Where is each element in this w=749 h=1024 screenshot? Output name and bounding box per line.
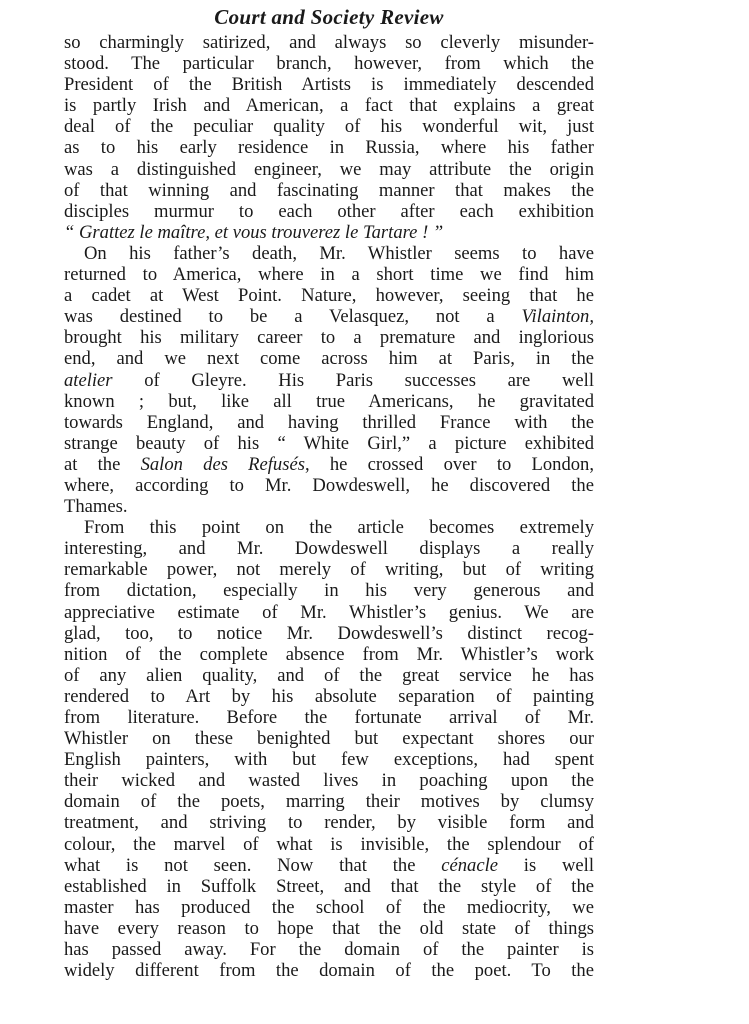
text-segment: English painters, with but few exceptions, had spent bbox=[64, 749, 594, 771]
text-segment: end, and we next come across him at Paris, in the bbox=[64, 348, 594, 370]
text-line bbox=[64, 475, 594, 496]
text-line bbox=[64, 855, 594, 876]
italic-text: “ Grattez le maître, et vous trouverez le Tartare ! ” bbox=[64, 221, 444, 243]
text-line bbox=[64, 644, 594, 665]
text-line bbox=[64, 791, 594, 812]
text-segment: of Gleyre. His Paris successes are well bbox=[112, 369, 594, 391]
text-line bbox=[64, 876, 594, 897]
text-line bbox=[64, 159, 594, 180]
text-line bbox=[64, 686, 594, 707]
text-segment: what is not seen. Now that the bbox=[64, 854, 442, 876]
text-line bbox=[64, 728, 594, 749]
text-line bbox=[64, 665, 594, 686]
text-segment: is partly Irish and American, a fact that explains a great bbox=[64, 95, 594, 117]
text-line bbox=[64, 327, 594, 348]
text-line bbox=[64, 454, 594, 475]
text-segment: has passed away. For the domain of the painter is bbox=[64, 939, 594, 961]
text-segment: From this point on the article becomes extremely bbox=[84, 517, 594, 539]
text-segment: appreciative estimate of Mr. Whistler’s genius. We are bbox=[64, 601, 594, 623]
text-segment: remarkable power, not merely of writing, but of writing bbox=[64, 559, 594, 581]
text-line bbox=[64, 348, 594, 369]
text-line bbox=[64, 243, 594, 264]
text-line bbox=[64, 580, 594, 601]
text-line bbox=[64, 433, 594, 454]
text-line bbox=[64, 137, 594, 158]
text-segment: strange beauty of his “ White Girl,” a picture exhibited bbox=[64, 432, 594, 454]
text-line bbox=[64, 960, 594, 981]
text-line bbox=[64, 222, 594, 243]
text-segment: their wicked and wasted lives in poaching upon the bbox=[64, 770, 594, 792]
text-segment: interesting, and Mr. Dowdeswell displays a really bbox=[64, 538, 594, 560]
text-line bbox=[64, 53, 594, 74]
text-line bbox=[64, 538, 594, 559]
text-segment: Whistler on these benighted but expectant shores our bbox=[64, 728, 594, 750]
text-line bbox=[64, 749, 594, 770]
text-segment: as to his early residence in Russia, where his father bbox=[64, 137, 594, 159]
text-segment: was a distinguished engineer, we may attribute the origin bbox=[64, 158, 594, 180]
text-line bbox=[64, 770, 594, 791]
page bbox=[64, 0, 594, 981]
text-segment: where, according to Mr. Dowdeswell, he discovered the bbox=[64, 474, 594, 496]
text-segment: , he crossed over to London, bbox=[304, 453, 594, 475]
text-segment: nition of the complete absence from Mr. Whistler’s work bbox=[64, 643, 594, 665]
text-line bbox=[64, 201, 594, 222]
text-segment: domain of the poets, marring their motives by clumsy bbox=[64, 791, 594, 813]
text-segment: established in Suffolk Street, and that the style of the bbox=[64, 875, 594, 897]
text-segment: On his father’s death, Mr. Whistler seems to have bbox=[84, 242, 594, 264]
text-segment: a cadet at West Point. Nature, however, seeing that he bbox=[64, 285, 594, 307]
text-segment: at the bbox=[64, 453, 141, 475]
text-line bbox=[64, 74, 594, 95]
text-segment: brought his military career to a premature and inglorious bbox=[64, 327, 594, 349]
italic-text: atelier bbox=[64, 369, 113, 391]
text-segment: disciples murmur to each other after each exhibition bbox=[64, 200, 594, 222]
text-line bbox=[64, 116, 594, 137]
text-line bbox=[64, 264, 594, 285]
text-line bbox=[64, 918, 594, 939]
text-segment: stood. The particular branch, however, from which the bbox=[64, 53, 594, 75]
text-line bbox=[64, 897, 594, 918]
text-segment: towards England, and having thrilled France with the bbox=[64, 411, 594, 433]
text-segment: known ; but, like all true Americans, he gravitated bbox=[64, 390, 594, 412]
text-line bbox=[64, 180, 594, 201]
text-segment: returned to America, where in a short time we find him bbox=[64, 264, 594, 286]
text-line bbox=[64, 496, 594, 517]
text-segment: rendered to Art by his absolute separation of painting bbox=[64, 685, 594, 707]
text-line bbox=[64, 306, 594, 327]
text-segment: of any alien quality, and of the great service he has bbox=[64, 664, 594, 686]
text-segment: of that winning and fascinating manner that makes the bbox=[64, 179, 594, 201]
text-line bbox=[64, 285, 594, 306]
text-line bbox=[64, 707, 594, 728]
text-segment: is well bbox=[498, 854, 594, 876]
text-line bbox=[64, 95, 594, 116]
text-segment: glad, too, to notice Mr. Dowdeswell’s distinct recog- bbox=[64, 622, 594, 644]
text-line bbox=[64, 623, 594, 644]
text-line bbox=[64, 559, 594, 580]
text-line bbox=[64, 391, 594, 412]
text-segment: have every reason to hope that the old state of things bbox=[64, 917, 594, 939]
text-segment: President of the British Artists is immediately descended bbox=[64, 74, 594, 96]
text-line bbox=[64, 812, 594, 833]
text-segment: colour, the marvel of what is invisible, the splendour of bbox=[64, 833, 594, 855]
italic-text: cénacle bbox=[441, 854, 499, 876]
text-segment: from dictation, especially in his very generous and bbox=[64, 580, 594, 602]
text-segment: was destined to be a Velasquez, not a bbox=[64, 306, 522, 328]
text-segment: master has produced the school of the mediocrity, we bbox=[64, 896, 594, 918]
text-segment: Thames. bbox=[64, 496, 128, 518]
running-head: Court and Society Review bbox=[214, 5, 444, 29]
text-segment: widely different from the domain of the poet. To the bbox=[64, 960, 594, 982]
text-line bbox=[64, 32, 594, 53]
italic-text: Vilainton, bbox=[521, 306, 594, 328]
text-segment: from literature. Before the fortunate arrival of Mr. bbox=[64, 707, 594, 728]
text-line bbox=[64, 412, 594, 433]
italic-text: Salon des Refusés bbox=[140, 453, 305, 475]
text-line bbox=[64, 939, 594, 960]
text-line bbox=[64, 602, 594, 623]
text-line bbox=[64, 370, 594, 391]
text-segment: treatment, and striving to render, by visible form and bbox=[64, 812, 594, 834]
text-line bbox=[64, 517, 594, 538]
article-text-column bbox=[64, 32, 594, 981]
text-segment: so charmingly satirized, and always so cleverly misunder- bbox=[64, 32, 594, 53]
text-segment: deal of the peculiar quality of his wonderful wit, just bbox=[64, 116, 594, 138]
text-line bbox=[64, 834, 594, 855]
